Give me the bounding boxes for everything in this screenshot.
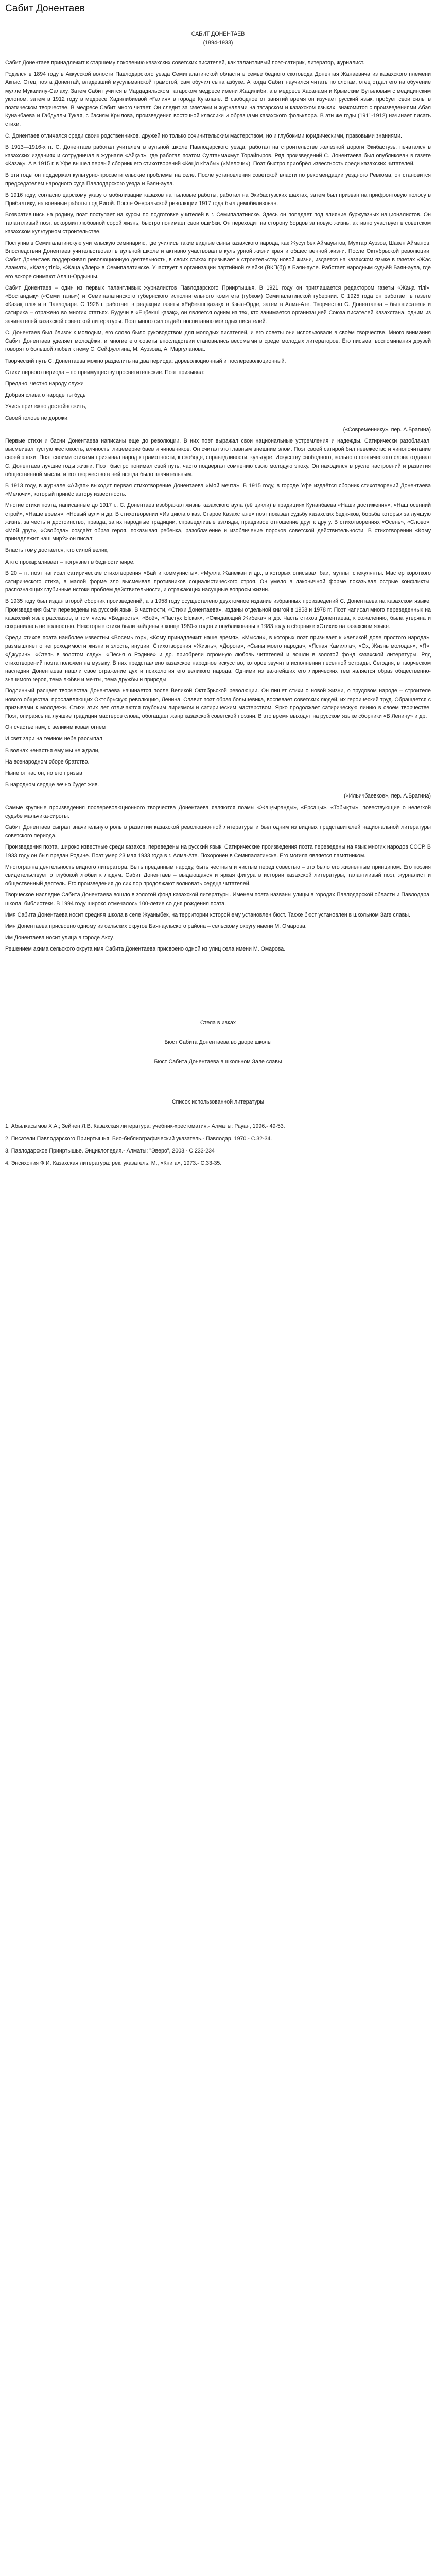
poem-line: Своей голове не дорожи! bbox=[5, 415, 69, 421]
poem-line: А кто прокармливает – погрязнет в бедности мире. bbox=[5, 558, 135, 565]
paragraph: Поступив в Семипалатинскую учительскую семинарию, где учились такие видные сыны казахского народа, как Жусупбек Аймауытов, Мухтар Ауэзов, Шакен Айманов. Впоследствии Донентаев учительствовал в аульной школе и активно участвовал в культурной жизни края и общественной жизни. После Октябрьской революции, Сабит Донентаев поддерживал революционную деятельность, в своих стихах призывает к строительству новой жизни, издается на казахском языке в газетах «Жас Азамат», «Қазақ тілі», «Жаңа үйлер» в Семипалатинске. Участвует в организации партийной ячейки (ВКП(б)) в Баян-ауле. Работает народным судьёй Баян-аула, где его вскоре снимают Алаш-Ордынцы. bbox=[5, 240, 431, 280]
blank-space bbox=[5, 957, 431, 1019]
reference-item: 1. Абылкасымов Х.А.; Зейнен Л.В. Казахская литература: учебник-хрестоматия.- Алматы: Рауан, 1996.- 49-53. bbox=[5, 1123, 285, 1129]
paragraph: Творческий путь С. Донентаева можно разделить на два периода: дореволюционный и послереволюционный. bbox=[5, 358, 286, 364]
paragraph: С. Донентаев был близок к молодым, его слово было руководством для молодых писателей, и его советы они использовали в своём творчестве. Много внимания Сабит Донентаев уделяет молодёжи, и многие его советы впоследствии становились весомыми в среде молодых литераторов. Его письма, воспоминания друзей говорят о большой любви к нему С. Сейфуллина, М. Ауэзова, А. Маргуланова. bbox=[5, 329, 431, 353]
heading-name: САБИТ ДОНЕНТАЕВ bbox=[191, 31, 245, 37]
paragraph: Имя Сабита Донентаева носит средняя школа в селе Жуаныбек, на территории которой ему установлен бюст. Также бюст установлен в школьном Заге славы. bbox=[5, 911, 410, 918]
paragraph: В 1913—1916-х гг. С. Донентаев работал учителем в аульной школе Павлодарского уезда, работал на строительстве железной дороги Экибастузь, печатался в казахских изданиях и сотрудничал в журнале «Айқап», где работал поэтом Султанмахмут Торайгыров. Ряд произведений С. Донентаева был опубликован в газете «Қазақ». А в 1915 г. в Уфе вышел первый сборник его стихотворений «Көңіл кітабы» («Мелочи»). Поэт быстро приобрёл известность среди казахских читателей. bbox=[5, 144, 431, 167]
paragraph: Сабит Донентаев – один из первых талантливых журналистов Павлодарского Прииртышья. В 1921 году он приглашается редактором газеты «Жаңа тілі», «Бостандық» («Семи таны») и Семипалатинского губернского исполнительного комитета (губком) Семипалатинской губернии. С 1925 года он работает в газете «Қазақ тілі» и в Павлодаре. С 1928 г. работает в редакции газеты «Еңбекші қазақ» в Кзыл-Орде, затем в Алма-Ате. Творчество С. Донентаева – бытописателя и сатирика – отражено во многих статьях. Будучи в «Еңбекші қазақ», он является одним из тех, кто занимается организацией Союза писателей Казахстана, одним из зачинателей казахской советской литературы. Поэт много сил отдаёт воспитанию молодых писателей. bbox=[5, 284, 431, 325]
poem-line: И свет зари на темном небе рассыпал, bbox=[5, 736, 104, 742]
paragraph: Сабит Донентаев сыграл значительную роль в развитии казахской революционной литературы и был одним из видных представителей национальной литературы советского периода. bbox=[5, 824, 431, 839]
paragraph: Им Донентаева носит улица в городе Аксу. bbox=[5, 935, 114, 941]
page bbox=[0, 0, 436, 1167]
poem-line: На всенародном сборе братство. bbox=[5, 758, 90, 765]
photo-caption-bust-yard: Бюст Сабита Донентаева во дворе школы bbox=[164, 1039, 272, 1045]
photo-caption-bust-hall: Бюст Сабита Донентаева в школьном Зале славы bbox=[154, 1059, 282, 1065]
poem-line: Власть тому достается, кто силой велик, bbox=[5, 547, 109, 554]
poem-line: Учись прилежно достойно жить, bbox=[5, 403, 87, 410]
paragraph: Возвратившись на родину, поэт поступает на курсы по подготовке учителей в г. Семипалатинске. Здесь он попадает под влияние буржуазных националистов. Он талантливый поэт, вскормил любовной сорой жизнь, быстро понимает свои ошибки. Он переходит на сторону борцов за новую жизнь, активно участвует в советском казахском культурном строительстве. bbox=[5, 212, 431, 235]
poem-line: Предано, честно народу служи bbox=[5, 380, 84, 387]
article-heading bbox=[5, 30, 431, 47]
poem-quote-3 bbox=[5, 723, 431, 789]
paragraph: В эти годы он поддержал культурно-просветительские проблемы на селе. После установления советской власти по рекомендации уездного Ревкома, он становится председателем народного суда Павлодарского уезда и Баян-аула. bbox=[5, 172, 431, 187]
article-body-part1 bbox=[5, 59, 431, 377]
paragraph: Решением акима сельского округа имя Сабита Донентаева присвоено одной из улиц села имени М. Омарова. bbox=[5, 946, 286, 953]
paragraph: Первые стихи и басни Донентаева написаны ещё до революции. В них поэт выражал свои национальные устремления и надежды. Сатирически разоблачал, высмеивал пустую жестокость, алчность, лицемерие баев и чиновников. Он считал это главным внешним злом. Поэт своей сатирой бил невежество и чинопочитание своей эпохи. Поэт своими стихами призывал народ к грамотности, к свободе, справедливости, культуре. Искусству свободного, вольного поэтического слова отдавал С. Донентаев лучшие годы жизни. Поэт быстро понимал свой путь, часто подвергал сомнению свою молодую эпоху. Он находился в русле настроений и развития общественной мысли, и его творчество в ней всегда было значительным. bbox=[5, 437, 431, 478]
paragraph: Подлинный расцвет творчества Донентаева начинается после Великой Октябрьской революции. Он пишет стихи о новой жизни, о трудовом народе – строителе нового общества, прославляющих Октябрьскую революцию, Ленина. Славит поэт образ большевика, воспевает советских людей, их героический труд. Обращается с призывами к молодежи. Стихи этих лет отличаются глубоким лиризмом и сатирическим мастерством. Ярко продолжает сатирическую линию в своем творчестве. Поэт, опираясь на лучшие традиции мастеров слова, обогащает жанр казахской советской поэзии. В это время выходят на русском языке сборники «В Ленину» и др. bbox=[5, 688, 431, 720]
article-body-part4 bbox=[5, 804, 431, 954]
poem-line: В волнах ненастья ему мы не ждали, bbox=[5, 747, 100, 754]
paragraph: Имя Донентаева присвоено одному из сельских округов Баянаульского района – сельскому округу имени М. Омарова. bbox=[5, 923, 307, 930]
paragraph: Среди стихов поэта наиболее известны «Восемь гор», «Кому принадлежит наше время», «Мысли», в которых поэт призывает к «великой доле простого народа», размышляет о непроходимости жизни и злость, инуции. Стихотворения «Жизнь», «Дорога», «Сыны моего народа», «Ясная Камилла», «Ох, Жизнь молодая», «Я», «Джурин», «Степь в золотом саду», «Песня о Родине» и др. приобрели огромную любовь читателей и вошли в золотой фонд казахской литературы. Ряд стихотворений поэта положен на музыку. В них представлено казахское народное искусство, которое звучит в исполнении песенной эстрады. Сегодня, в творческом наследии Донентаева нашли своё отражение дух и психология его великого народа. Одними из важнейших его лирических тем является образ общественно-значимого героя, тема любви и мечты, тема дружбы и природы. bbox=[5, 635, 431, 683]
references-title: Список использованной литературы bbox=[172, 1099, 264, 1106]
poem-line: Добрая слава о народе ты будь bbox=[5, 392, 86, 399]
paragraph: В 20 – гг. поэт написал сатирические стихотворения «Бай и коммунисты», «Мулла Жанежан и др., в которых описывал баи, муллы, спекулянты. Мастер короткого сатирического стиха, в малой форме зло высмеивал противников социалистического строя. Он умело в лаконичной форме показывал острые конфликты, распознающих глубинные истоки проблем действительности, и отражающих насущные вопросы жизни. bbox=[5, 570, 431, 594]
blank-space bbox=[5, 1066, 431, 1098]
poem-line: Ныне от нас он, но его призыв bbox=[5, 770, 82, 777]
blank-space bbox=[5, 1046, 431, 1058]
poem-line: Он счастье нам, с великим ковал огнем bbox=[5, 724, 106, 731]
references-list bbox=[5, 1122, 431, 1168]
paragraph: Творческое наследие Сабита Донентаева вошло в золотой фонд казахской литературы. Именем поэта названы улицы в городах Павлодарской области и Павлодара, школа, библиотеки. В 1994 году широко отмечалось 100-летие со дня рождения поэта. bbox=[5, 892, 431, 907]
paragraph: В 1913 году, в журнале «Айқап» выходит первая стихотворение Донентаева «Мой мечта». В 1915 году, в городе Уфе издаётся сборник стихотворений Донентаева «Мелочи», который принёс автору известность. bbox=[5, 482, 431, 498]
poem-attribution-3: («Ильичбаевкое», пер. А.Брагина) bbox=[344, 793, 431, 800]
paragraph: Родился в 1894 году в Аккусской волости Павлодарского уезда Семипалатинской области в семье бедного скотовода Донентая Жанаевича из казахского племени Акгыс. Отец поэта Донентай, владевший мусульманской грамотой, сам обучил сына азбуке. А когда Сабит научился читать по слогам, отец отдал его на обучение мулле Мукаиилу-Салаху. Затем Сабит учится в Мардадильском татарском медресе имени Жадилиби, а в медресе Хасанами и Крымским Бутыловым с медицинским уклоном, затем в 1912 году в медресе Хадилибиевой «Ғалия» в городе Кугалане. В свободное от занятий время он изучает русский язык, пробует свои силы в поэтическом творчестве. В медресе Сабит много читает. Он следит за газетами и журналами на татарском и казахском языках, знакомится с произведениями Абая Кунанбаева и Габдуллы Тукая, с басням Крылова, произведения восточной классики и образцами казахского фольклора. В эти же годы (1911-1912) начинает писать стихи. bbox=[5, 71, 431, 128]
paragraph: В 1935 году был издан второй сборник произведений, а в 1958 году осуществлено двухтомное издание избранных произведений С. Донентаева на казахском языке. Произведения были переведены на русский язык. В частности, «Стихи Донентаева», изданы отдельной книгой в 1958 и 1978 гг. Поэт написал много переведенных на казахский язык рассказов, в том числе «Бедность», «Всё», «Пастух Ыскак», «Ожидающий Жибека» и др. Часть стихов Донентаева, к сожалению, была утеряна и сохранилась не полностью. Некоторые стихи были найдены в конце 1980-х годов и опубликованы в 1983 году в сборнике «Стихи» на казахском языке. bbox=[5, 598, 431, 630]
paragraph: Сабит Донентаев принадлежит к старшему поколению казахских советских писателей, как талантливый поэт-сатирик, литератор, журналист. bbox=[5, 60, 364, 66]
poem-quote-2 bbox=[5, 546, 431, 566]
paragraph: Многие стихи поэта, написанные до 1917 г., С. Донентаев изображал жизнь казахского аула (её цикли) в традициях Кунанбаева «Наши достижения», «Наш осенний строй», «Наше время», «Новый аул» и др. В стихотворении «Из цикла о каз. Старое Казахстане» поэт показал судьбу казахских бедняков, борьба которых за лучшую жизнь, за честь и достоинство, правда, за их народные традиции, справедливые взгляды, правдивое отношение друг к другу. В стихотворениях «Осень», «Слово», «Мой друг», «Свобода» создаёт образ героя, показывая ребенка, разоблачение и изобличение пороков советской действительности. В стихотворении «Кому принадлежит наш мир?» он писал: bbox=[5, 502, 431, 543]
page-title: Сабит Донентаев bbox=[5, 3, 85, 14]
paragraph: Многогранна деятельность видного литератора. Быть преданным народу, быть честным и чистым перед совестью – это было его жизненным принципом. Его поэзия свидетельствует о глубокой любви к людям. Сабит Донентаев – выдающаяся и яркая фигура в истории казахской литературы, талантливый поэт, журналист и общественный деятель. Его произведения до сих пор продолжают волновать сердца читателей. bbox=[5, 863, 431, 887]
paragraph: Самые крупные произведения послереволюционного творчества Донентаева являются поэмы «Жаңғыранды», «Ерсаңы», «Тобықты», повествующие о нелегкой судьбе мальчика-сироты. bbox=[5, 804, 431, 819]
photo-caption-stela: Стела в ивках bbox=[200, 1019, 236, 1026]
poem-line: В народном сердце вечно будет жив. bbox=[5, 782, 99, 788]
paragraph: Стихи первого периода – по преимуществу просветительские. Поэт призывал: bbox=[5, 369, 205, 376]
paragraph: В 1916 году, согласно царскому указу о мобилизации казахов на тыловые работы, работал на Экибастузских шахтах, затем был призван на прифронтовую полосу в Прибалтику, на военные работы под Ригой. После Февральской революции 1917 года был демобилизован. bbox=[5, 192, 431, 207]
article-body-part2 bbox=[5, 437, 431, 543]
reference-item: 3. Павлодарское Прииртышье. Энциклопедия.- Алматы: "Эверо", 2003.- С.233-234 bbox=[5, 1147, 215, 1154]
article-body-part3 bbox=[5, 569, 431, 720]
poem-attribution-1: («Современнику», пер. А.Брагина) bbox=[343, 426, 431, 433]
reference-item: 4. Энсихония Ф.И. Казахская литература: рек. указатель. М., «Книга», 1973.- С.33-35. bbox=[5, 1160, 222, 1167]
blank-space bbox=[5, 1027, 431, 1038]
poem-quote-1 bbox=[5, 380, 431, 422]
paragraph: С. Донентаев отличался среди своих родственников, дружей но только сочинительским мастерством, но и глубокими юридическими, правовыми знаниями. bbox=[5, 132, 402, 139]
reference-item: 2. Писатели Павлодарского Прииртышья: Био-библиографический указатель.- Павлодар, 1970.- С.32-34. bbox=[5, 1135, 272, 1142]
paragraph: Произведения поэта, широко известные среди казахов, переведены на русский язык. Сатирические произведения поэта переведены на язык многих народов СССР. В 1933 году он был предан Родине. Поэт умер 23 мая 1933 года в г. Алма-Ате. Похоронен в Семипалатинске. Его могила является памятником. bbox=[5, 844, 431, 859]
heading-years: (1894-1933) bbox=[203, 40, 233, 46]
